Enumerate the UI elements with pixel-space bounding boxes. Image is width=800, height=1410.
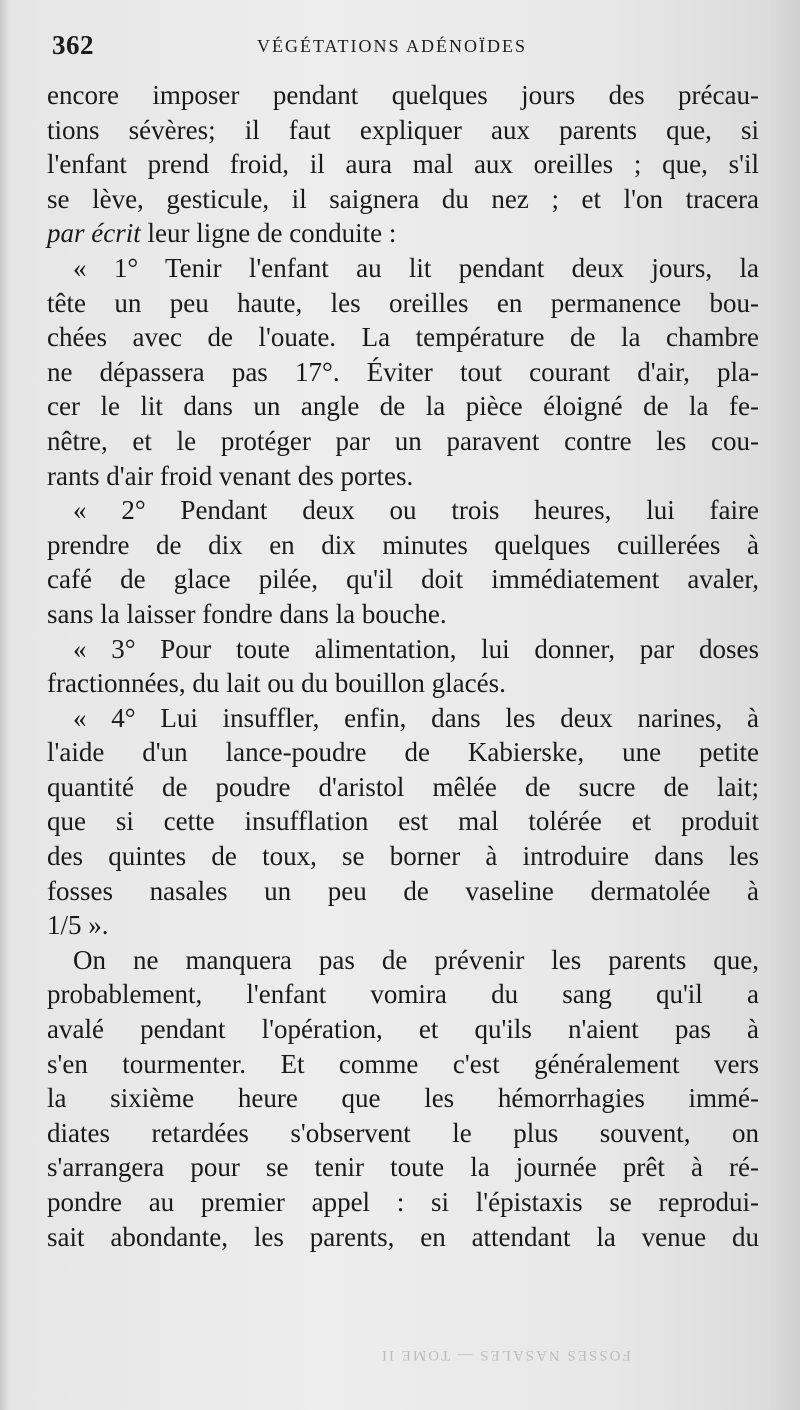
text-line: probablement, l'enfant vomira du sang qu'il a [47, 979, 759, 1010]
text-line: nêtre, et le protéger par un paravent contre les cou- [47, 425, 759, 456]
text-line: pondre au premier appel : si l'épistaxis se reprodui- [47, 1187, 759, 1217]
text-line: sans la laisser fondre dans la bouche. [47, 598, 447, 629]
text-line: café de glace pilée, qu'il doit immédiatement avaler, [47, 564, 759, 595]
text-line: rants d'air froid venant des portes. [47, 460, 414, 491]
text-line-rest: leur ligne de conduite : [147, 218, 397, 249]
text-line: On ne manquera pas de prévenir les parents que, [73, 944, 759, 975]
italic-phrase: par écrit [47, 218, 141, 249]
text-line: fosses nasales un peu de vaseline dermatolée à [47, 875, 759, 906]
text-line: que si cette insufflation est mal tolérée et produit [47, 806, 759, 837]
text-line: « 2° Pendant deux ou trois heures, lui faire [73, 495, 759, 526]
text-line: chées avec de l'ouate. La température de la chambre [47, 322, 759, 353]
text-line: s'en tourmenter. Et comme c'est généralement vers [47, 1048, 759, 1079]
text-line: « 3° Pour toute alimentation, lui donner, par doses [73, 633, 759, 664]
text-line: ne dépassera pas 17°. Éviter tout courant d'air, pla- [47, 356, 759, 387]
bleed-through-text: FOSSES NASALES — TOME II [380, 1347, 631, 1363]
text-line: la sixième heure que les hémorrhagies immé- [47, 1083, 759, 1114]
text-line: « 4° Lui insuffler, enfin, dans les deux narines, à [73, 702, 759, 733]
text-line: se lève, gesticule, il saignera du nez ; et l'on tracera [47, 183, 759, 214]
text-line: s'arrangera pour se tenir toute la journée prêt à ré- [47, 1152, 759, 1183]
running-title: VÉGÉTATIONS ADÉNOÏDES [257, 36, 528, 56]
text-line: avalé pendant l'opération, et qu'ils n'aient pas à [47, 1014, 759, 1045]
text-line: « 1° Tenir l'enfant au lit pendant deux jours, la [73, 252, 759, 283]
text-line: des quintes de toux, se borner à introduire dans les [47, 841, 759, 872]
text-line: tions sévères; il faut expliquer aux parents que, si [47, 114, 759, 145]
text-line: quantité de poudre d'aristol mêlée de sucre de lait; [47, 771, 759, 802]
text-line: tête un peu haute, les oreilles en permanence bou- [47, 287, 759, 318]
text-line: encore imposer pendant quelques jours des précau- [47, 80, 759, 110]
page-header [52, 30, 758, 70]
text-line: 1/5 ». [47, 910, 109, 941]
text-line: l'enfant prend froid, il aura mal aux oreilles ; que, s'il [47, 149, 759, 180]
text-line: diates retardées s'observent le plus souvent, on [47, 1117, 759, 1148]
text-line: l'aide d'un lance-poudre de Kabierske, une petite [47, 737, 759, 768]
text-line: fractionnées, du lait ou du bouillon glacés. [47, 668, 506, 699]
page-number: 362 [52, 30, 94, 60]
text-line: cer le lit dans un angle de la pièce éloigné de la fe- [47, 391, 759, 422]
body-text [47, 78, 759, 1254]
text-line: prendre de dix en dix minutes quelques cuillerées à [47, 529, 759, 560]
text-line: sait abondante, les parents, en attendant la venue du [47, 1221, 759, 1252]
text-line [47, 216, 759, 251]
